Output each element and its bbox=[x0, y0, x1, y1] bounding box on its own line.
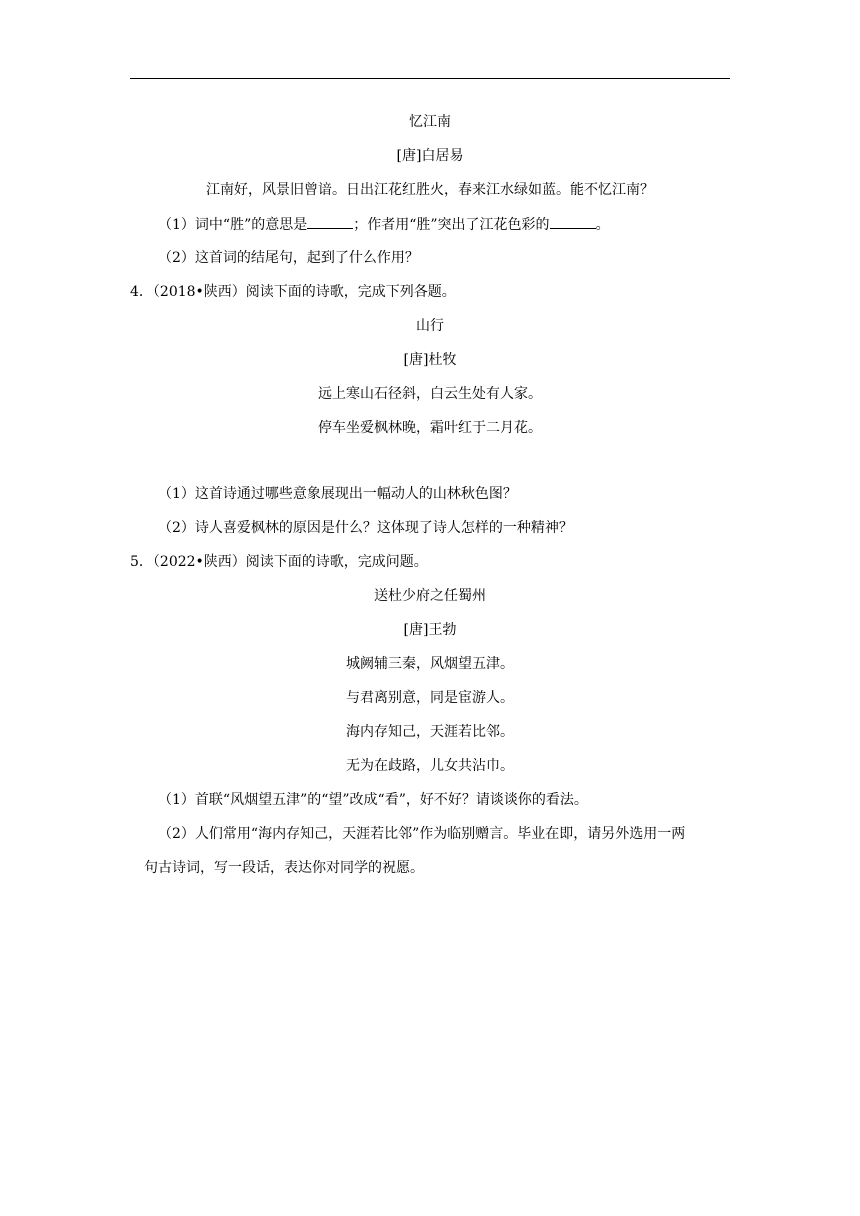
q3-sub1-part3: 。 bbox=[595, 217, 610, 233]
q4-sub2: （2）诗人喜爱枫林的原因是什么？这体现了诗人怎样的一种精神？ bbox=[158, 520, 573, 536]
q5-sub2-line1: （2）人们常用“海内存知己，天涯若比邻”作为临别赠言。毕业在即，请另外选用一两 bbox=[158, 826, 686, 842]
q5-sub1: （1）首联“风烟望五津”的“望”改成“看”，好不好？请谈谈你的看法。 bbox=[158, 792, 588, 808]
q5-poem-author: [唐]王勃 bbox=[403, 622, 457, 638]
q5-poem-line: 城阙辅三秦，风烟望五津。 bbox=[346, 656, 514, 672]
q3-sub1 bbox=[130, 214, 758, 235]
q4-poem-title: 山行 bbox=[416, 318, 444, 334]
answer-blank-1[interactable] bbox=[307, 214, 353, 229]
q5-poem-line: 无为在歧路，儿女共沾巾。 bbox=[346, 758, 514, 774]
answer-blank-2[interactable] bbox=[550, 214, 596, 229]
q4-poem-line: 远上寒山石径斜，白云生处有人家。 bbox=[318, 386, 542, 402]
poem1-text: 江南好，风景旧曾谙。日出江花红胜火，春来江水绿如蓝。能不忆江南？ bbox=[206, 182, 654, 198]
q4-sub1: （1）这首诗通过哪些意象展现出一幅动人的山林秋色图？ bbox=[158, 486, 517, 502]
q4-heading: 4．（2018•陕西）阅读下面的诗歌，完成下列各题。 bbox=[130, 284, 456, 300]
q4-poem-author: [唐]杜牧 bbox=[403, 352, 457, 368]
q5-poem-line: 海内存知己，天涯若比邻。 bbox=[346, 724, 514, 740]
q3-sub1-part2: ；作者用“胜”突出了江花色彩的 bbox=[353, 217, 550, 233]
q3-sub2: （2）这首词的结尾句，起到了什么作用？ bbox=[158, 250, 419, 266]
q5-heading: 5．（2022•陕西）阅读下面的诗歌，完成问题。 bbox=[130, 554, 428, 570]
q4-poem-line: 停车坐爱枫林晚，霜叶红于二月花。 bbox=[318, 420, 542, 436]
q5-sub2-line2: 句古诗词，写一段话，表达你对同学的祝愿。 bbox=[144, 860, 424, 876]
q3-sub1-part1: （1）词中“胜”的意思是 bbox=[158, 217, 308, 233]
poem1-title: 忆江南 bbox=[409, 114, 451, 130]
header-rule bbox=[130, 78, 730, 79]
q5-poem-title: 送杜少府之任蜀州 bbox=[374, 588, 486, 604]
poem1-author: [唐]白居易 bbox=[396, 148, 464, 164]
q5-poem-line: 与君离别意，同是宦游人。 bbox=[346, 690, 514, 706]
